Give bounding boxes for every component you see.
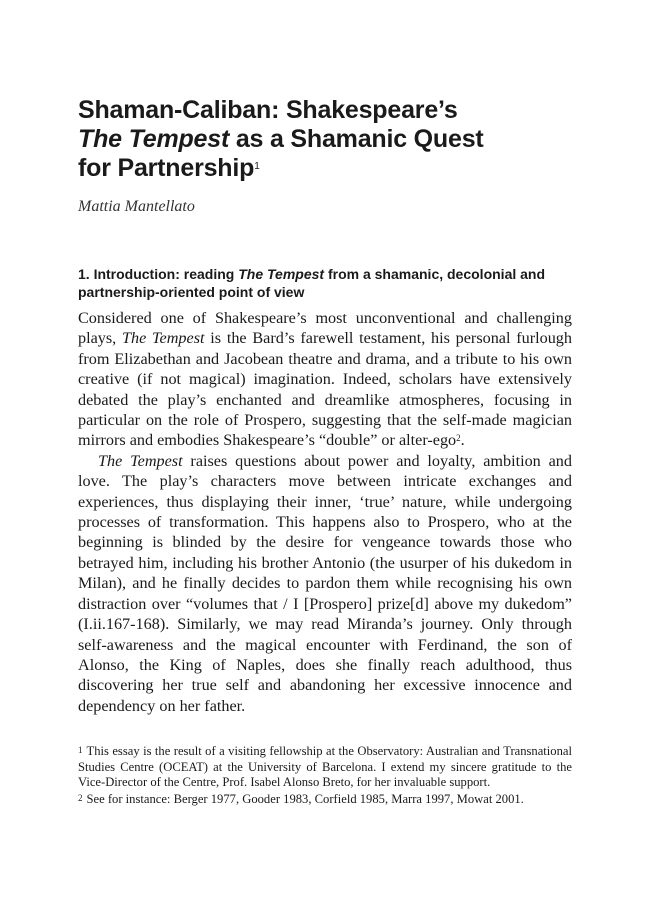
footnote-number: 2	[78, 792, 83, 803]
author-name: Mattia Mantellato	[78, 198, 195, 215]
title-line-3: for Partnership	[78, 154, 255, 182]
footnote-2	[78, 792, 572, 808]
section-heading-prefix: 1. Introduction: reading	[78, 266, 239, 282]
footnote-number: 1	[78, 745, 83, 755]
p2-text: raises questions about power and loyalty, ambition and love. The play’s characters move between intricate exchanges and experiences, thus displaying their inner, ‘true’ nature, while undergoing processes of transformation. This happens also to Prospero, who at the beginning is blinded by the desire for vengeance towards those who betrayed him, including his brother Antonio (the usurper of his dukedom in Milan), and he finally decides to pardon them while recognising his own distraction over “volumes that / I [Prospero] prize[d] above my dukedom” (I.ii.167-168). Similarly, we may read Miranda’s journey. Only through self-awareness and the magical encounter with Ferdinand, the son of Alonso, the King of Naples, does she finally reach adulthood, thus discovering her true self and abandoning her excessive innocence and dependency on her father.	[78, 451, 572, 715]
body-text	[78, 308, 572, 716]
footnote-text: This essay is the result of a visiting fellowship at the Observatory: Australian and Transnational Studies Centre (OCEAT) at the University of Barcelona. I extend my sincere gratitude to the Vice-Director of the Centre, Prof. Isabel Alonso Breto, for her invaluable support.	[78, 744, 572, 790]
paragraph-1	[78, 308, 572, 451]
footnote-ref-2[interactable]: 2	[456, 433, 461, 444]
title-italic-work: The Tempest	[78, 125, 230, 153]
footnote-1	[78, 744, 572, 791]
section-heading	[78, 265, 572, 301]
title-footnote-mark[interactable]: 1	[254, 161, 260, 172]
article-title	[78, 96, 572, 183]
title-line-2: as a Shamanic Quest	[229, 125, 484, 153]
section-heading-suffix: from a shamanic, decolonial and partnership-oriented point of view	[78, 266, 546, 300]
p1-italic-work: The Tempest	[121, 329, 205, 348]
article-page	[78, 96, 572, 716]
p1-text-end: .	[460, 431, 465, 450]
p1-text-a: Considered one of Shakespeare’s most unconventional and challenging plays,	[78, 309, 572, 348]
section-heading-italic: The Tempest	[238, 266, 325, 282]
p2-italic-work: The Tempest	[98, 451, 183, 470]
paragraph-2	[78, 451, 572, 716]
footnote-text: See for instance: Berger 1977, Gooder 1983, Corfield 1985, Marra 1997, Mowat 2001.	[86, 791, 524, 806]
title-line-1: Shaman-Caliban: Shakespeare’s	[78, 96, 458, 124]
footnotes	[78, 744, 572, 808]
p1-text-b: is the Bard’s farewell testament, his personal furlough from Elizabethan and Jacobean theatre and drama, and a tribute to his own creative (if not magical) imagination. Indeed, scholars have extensively debated the play’s enchanted and dreamlike atmospheres, focusing in particular on the role of Prospero, suggesting that the self-made magician mirrors and embodies Shakespeare’s “double” or alter-ego	[78, 329, 572, 450]
